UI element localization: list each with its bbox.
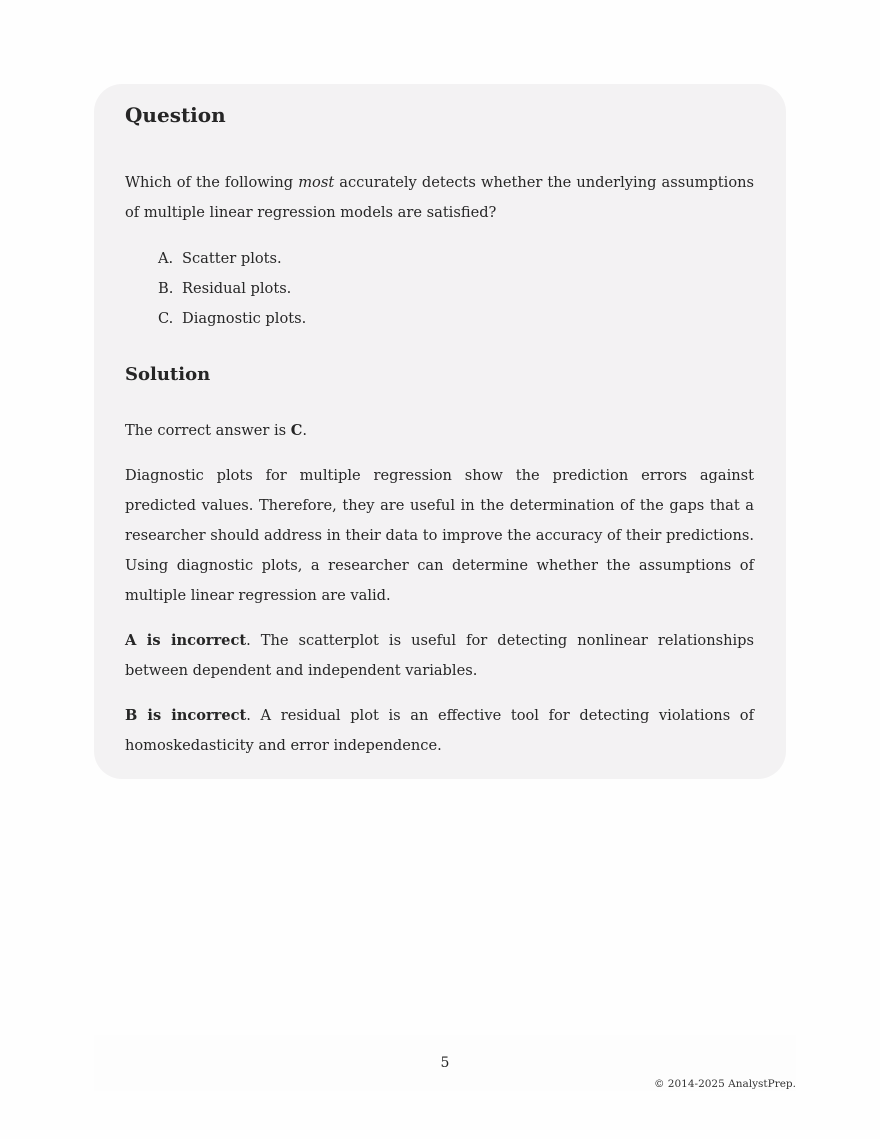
copyright: © 2014-2025 AnalystPrep.: [653, 1078, 796, 1090]
option-a: [158, 244, 754, 274]
options-list: [125, 244, 754, 334]
option-text: Residual plots.: [182, 280, 292, 297]
incorrect-text: . The scatterplot is useful for detecting nonlinear relationships between dependent and independent variables.: [125, 632, 754, 679]
answer-suffix: .: [302, 422, 308, 439]
incorrect-label: B is incorrect: [125, 707, 247, 724]
answer-prefix: The correct answer is: [125, 422, 291, 439]
option-letter: B.: [158, 280, 174, 297]
option-c: [158, 304, 754, 334]
incorrect-a: [125, 626, 754, 686]
page-number: 5: [440, 1055, 450, 1071]
incorrect-text: . A residual plot is an effective tool for detecting violations of homoskedasticity and error independence.: [125, 707, 754, 754]
question-emphasis: most: [298, 174, 335, 191]
question-text: [125, 168, 754, 228]
question-text-part: accurately detects whether the underlying assumptions of multiple linear regression models are satisfied?: [125, 174, 754, 221]
question-heading: Question: [125, 103, 226, 127]
option-letter: A.: [158, 250, 174, 267]
option-text: Scatter plots.: [182, 250, 282, 267]
incorrect-b: [125, 701, 754, 761]
page-footer: [94, 1035, 796, 1091]
question-text-part: Which of the following: [125, 174, 299, 191]
solution-heading: Solution: [125, 364, 211, 385]
incorrect-label: A is incorrect: [125, 632, 247, 649]
question-card: [94, 84, 786, 779]
correct-answer: [125, 416, 754, 446]
option-text: Diagnostic plots.: [182, 310, 307, 327]
answer-letter: C: [290, 422, 303, 439]
option-letter: C.: [158, 310, 174, 327]
explanation: Diagnostic plots for multiple regression show the prediction errors against predicted values. Therefore, they are useful in the determination of the gaps that a researcher should address in their data to improve the accuracy of their predictions. Using diagnostic plots, a researcher can determine whether the assumptions of multiple linear regression are valid.: [125, 467, 754, 604]
option-b: [158, 274, 754, 304]
